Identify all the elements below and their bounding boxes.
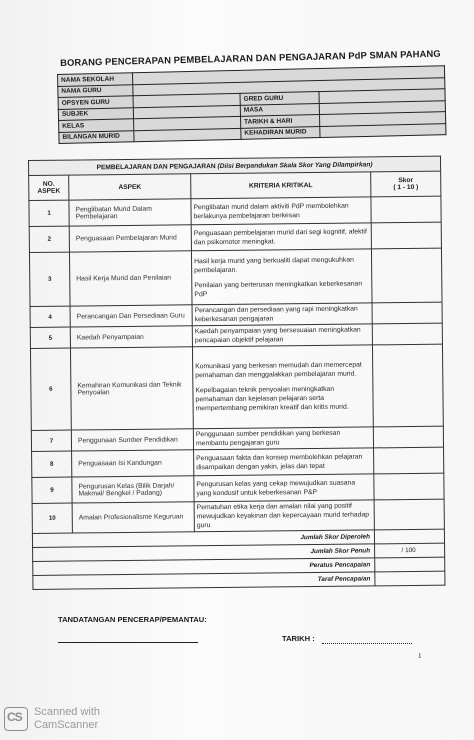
camscanner-logo-text: CS (7, 710, 22, 724)
kriteria-cell (192, 324, 372, 347)
aspek-name: Perancangan Dan Persediaan Guru (70, 305, 192, 327)
aspek-name: Amalan Profesionalisme Keguruan (72, 502, 194, 533)
aspek-number: 9 (32, 477, 72, 503)
field-bilangan-murid[interactable] (134, 128, 241, 142)
kriteria-cell (192, 303, 372, 326)
skor-field[interactable] (371, 248, 442, 303)
skor-field[interactable] (374, 499, 444, 530)
label-jumlah-penuh: Jumlah Skor Penuh (33, 544, 375, 562)
label-peratus: Peratus Pencapaian (33, 558, 375, 576)
label-kehadiran-murid: KEHADIRAN MURID (241, 126, 320, 139)
kriteria-text: Komunikasi yang berkesan memudah dan memercepat pemahaman dan menggalakkan pembelajaran murid. (195, 361, 362, 380)
kriteria-text: Penglibatan murid dalam aktiviti PdP membolehkan berlakunya pembelajaran berkesan (193, 202, 349, 220)
label-nama-sekolah: NAMA SEKOLAH (58, 73, 133, 86)
field-kehadiran-murid[interactable] (320, 123, 446, 137)
aspek-number: 8 (32, 451, 72, 477)
kriteria-text: Penguasaan pembelajaran murid dari segi kognitif, afektif dan psikomotor meningkat. (193, 227, 367, 246)
col-skor-range: ( 1 - 10 ) (393, 183, 419, 192)
aspek-number: 10 (32, 503, 72, 533)
kriteria-cell (191, 249, 372, 305)
kriteria-cell (191, 197, 371, 225)
assessment-table (28, 156, 444, 590)
camscanner-watermark (4, 706, 100, 732)
col-skor-label: Skor (398, 176, 414, 185)
aspek-number: 7 (31, 430, 71, 451)
col-skor (371, 171, 441, 197)
aspek-number: 4 (30, 306, 70, 327)
aspek-name: Hasil Kerja Murid dan Penilaian (69, 251, 192, 306)
aspek-number: 2 (29, 226, 69, 252)
aspek-number: 6 (30, 348, 71, 430)
tarikh-label: TARIKH : (282, 634, 315, 643)
kriteria-text: Kaedah penyampaian yang bersesuaian meningkatkan pencapaian objektif pelajaran (194, 326, 361, 345)
camscanner-line1: Scanned with (34, 706, 101, 718)
aspek-name: Penggunaan Sumber Pendidikan (71, 429, 193, 451)
aspek-name: Penguasaan Isi Kandungan (72, 450, 194, 477)
tarikh-line[interactable] (322, 643, 412, 644)
label-subjek: SUBJEK (58, 107, 133, 120)
aspek-number: 5 (30, 327, 70, 348)
section-note: (Diisi Berpandukan Skala Skor Yang Dilampirkan) (217, 160, 373, 170)
table-row (29, 248, 442, 306)
assessment-rows (29, 196, 444, 533)
label-bilangan-murid: BILANGAN MURID (59, 130, 134, 143)
kriteria-cell (194, 500, 374, 532)
table-row (30, 344, 443, 430)
table-row (32, 499, 444, 533)
aspek-name: Kaedah Penyampaian (70, 326, 192, 348)
skor-field[interactable] (371, 196, 441, 223)
camscanner-logo-icon (4, 707, 28, 731)
aspek-number: 3 (29, 252, 70, 306)
kriteria-text: Penguasaan fakta dan konsep membolehkan pelajaran disampaikan dengan yakin, jelas dan tepat (196, 453, 363, 471)
skor-field[interactable] (372, 344, 443, 427)
page-number: 1 (418, 652, 422, 660)
kriteria-text: Kepelbagaian teknik penyoalan meningkatkan pemahaman dan kejelasan pelajaran serta mempertembang pemikiran kreatif dan kritis murid. (195, 385, 349, 413)
label-kelas: KELAS (59, 119, 134, 132)
field-peratus[interactable] (375, 557, 445, 572)
field-jumlah-diperoleh[interactable] (374, 529, 444, 544)
skor-field[interactable] (374, 447, 444, 474)
kriteria-cell (192, 345, 373, 429)
camscanner-text (34, 706, 100, 732)
info-table (57, 65, 446, 144)
skor-field[interactable] (372, 323, 442, 345)
aspek-name: Penguasaan Pembelajaran Murid (69, 225, 191, 252)
col-no-aspek: NO. ASPEK (29, 175, 69, 200)
label-gred-guru: GRED GURU (240, 92, 319, 105)
kriteria-text: Penggunaan sumber pendidikan yang berkesan membantu pengajaran guru (195, 429, 341, 448)
label-masa: MASA (240, 103, 319, 116)
signature-line[interactable] (58, 642, 198, 643)
section-title: PEMBELAJARAN DAN PENGAJARAN (96, 162, 216, 171)
kriteria-cell (193, 427, 373, 450)
label-taraf: Taraf Pencapaian (33, 572, 375, 590)
kriteria-cell (191, 223, 371, 251)
kriteria-text: Perancangan dan persediaan yang rapi meningkatkan keberkesanan pengajaran (194, 305, 358, 324)
kriteria-cell (194, 474, 374, 502)
kriteria-text: Penilaian yang berterusan meningkatkan keberkesanan PdP (194, 280, 363, 298)
label-opsyen-guru: OPSYEN GURU (58, 96, 133, 109)
label-nama-guru: NAMA GURU (58, 84, 133, 97)
aspek-name: Pengurusan Kelas (Bilik Darjah/ Makmal/ Bengkel / Padang) (72, 476, 194, 503)
col-aspek: ASPEK (69, 174, 191, 200)
aspek-number: 1 (29, 200, 69, 226)
col-kriteria: KRITERIA KRITIKAL (191, 172, 371, 199)
value-jumlah-penuh: / 100 (375, 543, 445, 558)
kriteria-text: Pematuhan etika kerja dan amalan nilai yang positif mewujudkan keyakinan dan kepercayaan murid terhadap guru (196, 502, 370, 530)
form-title: BORANG PENCERAPAN PEMBELAJARAN DAN PENGAJARAN PdP SMAN PAHANG (60, 47, 441, 68)
field-taraf[interactable] (375, 571, 445, 586)
kriteria-cell (194, 448, 374, 476)
skor-field[interactable] (372, 302, 442, 324)
skor-field[interactable] (374, 473, 444, 500)
kriteria-text: Hasil kerja murid yang berkualiti dapat mengukuhkan pembelajaran. (194, 256, 354, 274)
aspek-name: Kemahiran Komunikasi dan Teknik Penyoalan (70, 347, 193, 430)
aspek-name: Penglibatan Murid Dalam Pembelajaran (69, 199, 191, 226)
kriteria-text: Pengurusan kelas yang cekap mewujudkan suasana yang kondusif untuk keberkesanan P&P (196, 479, 356, 497)
skor-field[interactable] (373, 426, 443, 448)
label-jumlah-diperoleh: Jumlah Skor Diperoleh (32, 530, 374, 548)
signature-label: TANDATANGAN PENCERAP/PEMANTAU: (58, 615, 207, 624)
skor-field[interactable] (371, 222, 441, 249)
camscanner-line2: CamScanner (34, 719, 99, 731)
label-tarikh-hari: TARIKH & HARI (241, 115, 320, 128)
